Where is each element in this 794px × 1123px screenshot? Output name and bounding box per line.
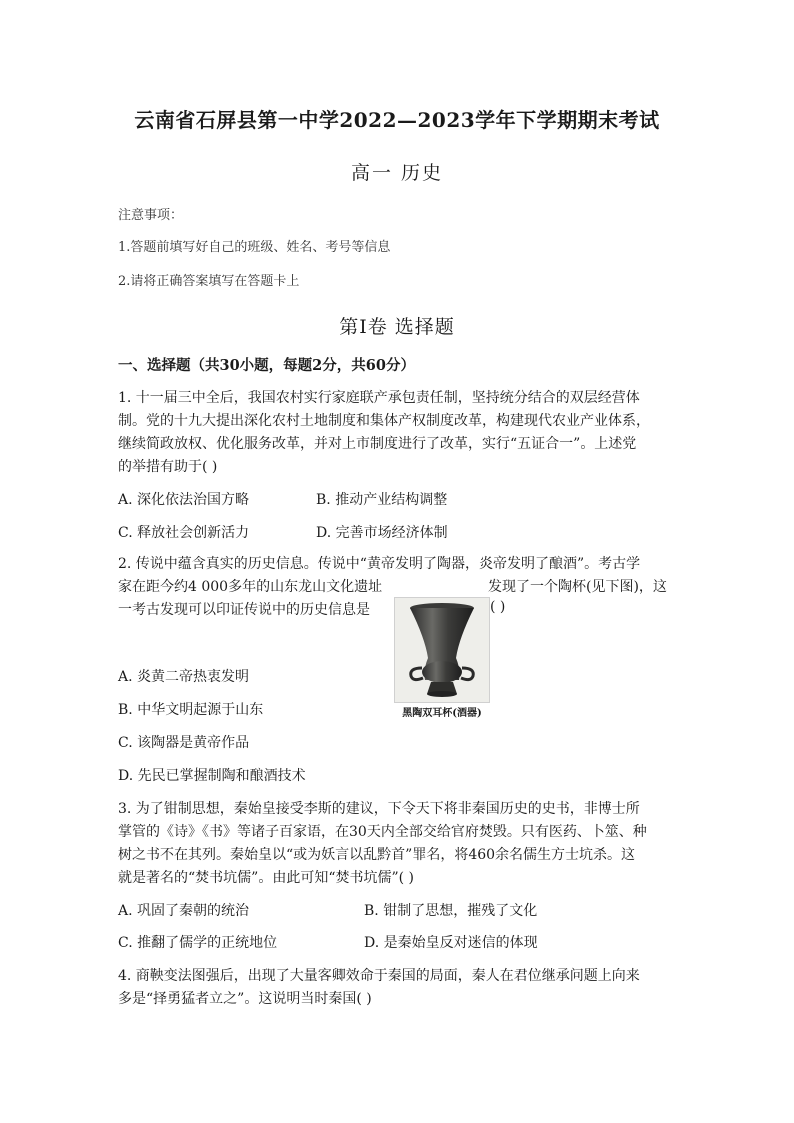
q1-line: 制。党的十九大提出深化农村土地制度和集体产权制度改革，构建现代农业产业体系， (118, 413, 650, 429)
q2-answer-blank: ( ) (490, 599, 506, 615)
q2-line: 家在距今约4 000多年的山东龙山文化遗址 (118, 579, 383, 595)
q4-line: 4. 商鞅变法图强后，出现了大量客卿效命于秦国的局面，秦人在君位继承问题上向来 (118, 968, 640, 984)
q1-option-c: C. 释放社会创新活力 (118, 525, 250, 541)
q4-line: 多是“择勇猛者立之”。这说明当时秦国( ) (118, 991, 372, 1007)
q1-option-d: D. 完善市场经济体制 (316, 525, 448, 541)
q2-option-a: A. 炎黄二帝热衷发明 (118, 669, 250, 685)
q1-line: 1. 十一届三中全后，我国农村实行家庭联产承包责任制，坚持统分结合的双层经营体 (118, 390, 640, 406)
q2-option-b: B. 中华文明起源于山东 (118, 702, 264, 718)
q3-line: 3. 为了钳制思想，秦始皇接受李斯的建议，下令天下将非秦国历史的史书，非博士所 (118, 801, 640, 817)
q3-line: 就是著名的“焚书坑儒”。由此可知“焚书坑儒”( ) (118, 870, 415, 886)
q2-line: 2. 传说中蕴含真实的历史信息。传说中“黄帝发明了陶器，炎帝发明了酿酒”。考古学 (118, 556, 641, 572)
notice-item-2: 2.请将正确答案填写在答题卡上 (118, 274, 300, 289)
q2-option-d: D. 先民已掌握制陶和酿酒技术 (118, 768, 306, 784)
exam-title: 云南省石屏县第一中学2022—2023学年下学期期末考试 (134, 108, 660, 132)
pottery-cup-icon (395, 598, 489, 702)
section-title: 第Ⅰ卷 选择题 (339, 316, 455, 338)
q1-option-a: A. 深化依法治国方略 (118, 492, 250, 508)
q2-line: 一考古发现可以印证传说中的历史信息是 (118, 602, 370, 618)
q1-line: 继续简政放权、优化服务改革，并对上市制度进行了改革，实行“五证合一”。上述党 (118, 436, 637, 452)
q3-line: 树之书不在其列。秦始皇以“或为妖言以乱黔首”罪名，将460余名儒生方士坑杀。这 (118, 847, 636, 863)
q1-option-b: B. 推动产业结构调整 (316, 492, 448, 508)
exam-subject: 高一 历史 (350, 162, 444, 184)
figure-caption: 黑陶双耳杯(酒器) (402, 708, 482, 719)
q3-option-d: D. 是秦始皇反对迷信的体现 (364, 935, 538, 951)
q3-line: 掌管的《诗》《书》等诸子百家语，在30天内全部交给官府焚毁。只有医药、卜筮、种 (118, 824, 647, 840)
q3-option-a: A. 巩固了秦朝的统治 (118, 903, 250, 919)
notice-item-1: 1.答题前填写好自己的班级、姓名、考号等信息 (118, 240, 391, 255)
notice-label: 注意事项： (118, 208, 184, 223)
q3-option-c: C. 推翻了儒学的正统地位 (118, 935, 278, 951)
q2-line: 发现了一个陶杯(见下图)，这 (488, 579, 667, 595)
section-heading: 一、选择题（共30小题，每题2分，共60分） (118, 357, 415, 374)
q3-option-b: B. 钳制了思想，摧残了文化 (364, 903, 538, 919)
q1-line: 的举措有助于( ) (118, 459, 218, 475)
q2-option-c: C. 该陶器是黄帝作品 (118, 735, 250, 751)
pottery-cup-image (394, 597, 490, 703)
